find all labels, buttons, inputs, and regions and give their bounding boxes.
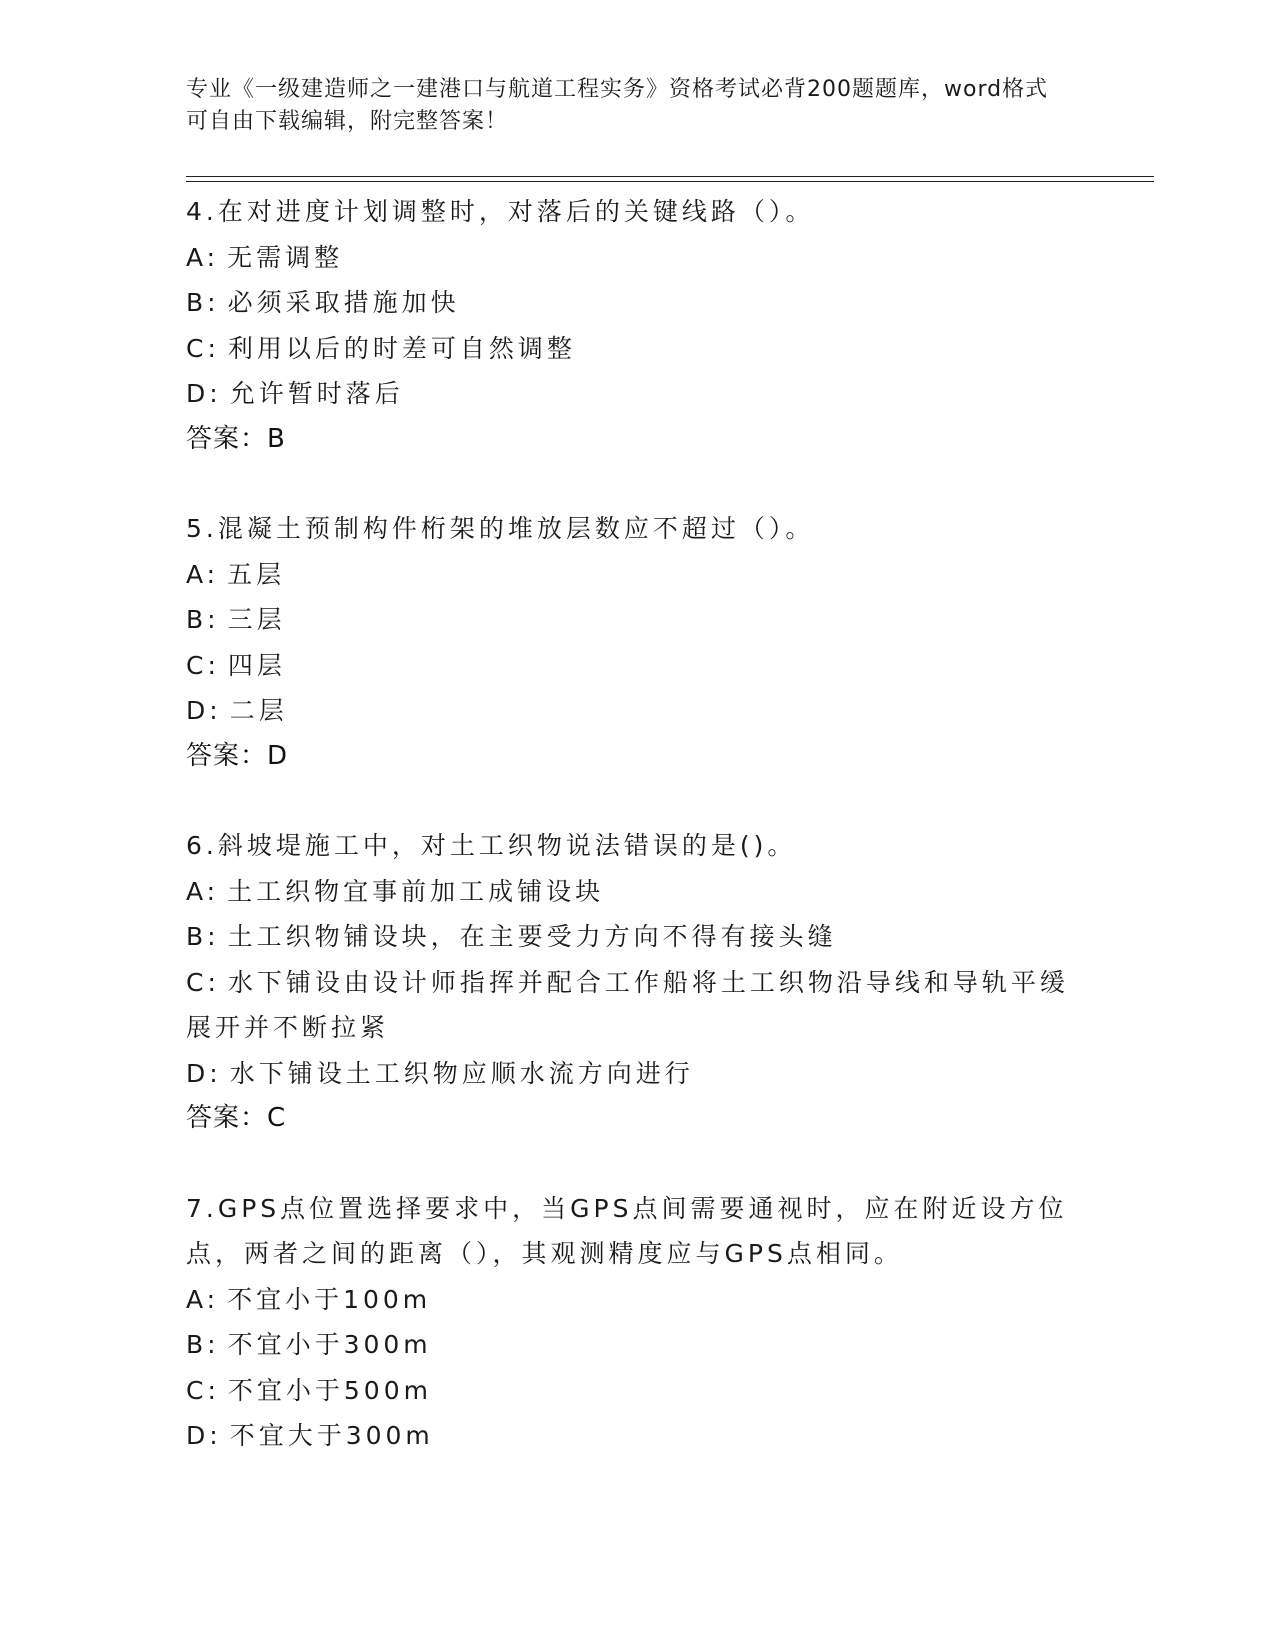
option-text: 无需调整 (227, 242, 344, 272)
option-a (186, 552, 1086, 598)
option-letter: A: (186, 876, 220, 906)
option-c (186, 1368, 1086, 1414)
option-letter: C: (186, 1375, 220, 1405)
document-header (186, 74, 1066, 138)
option-b (186, 597, 1086, 643)
option-letter: D: (186, 1058, 222, 1088)
option-text: 水下铺设由设计师指挥并配合工作船将土工织物沿导线和导轨平缓展开并不断拉紧 (186, 967, 1069, 1042)
option-d (186, 371, 1086, 417)
option-c (186, 960, 1086, 1051)
option-c (186, 643, 1086, 689)
option-letter: D: (186, 379, 222, 408)
option-text: 必须采取措施加快 (227, 288, 460, 317)
answer-line: 答案：C (186, 1103, 287, 1133)
option-b (186, 914, 1086, 960)
option-text: 不宜大于300m (229, 1421, 434, 1450)
answer-line: 答案：B (186, 423, 286, 454)
option-text: 四层 (227, 650, 286, 680)
question-stem: 6.斜坡堤施工中，对土工织物说法错误的是()。 (186, 831, 797, 860)
question-6 (186, 823, 1086, 1142)
question-stem: 4.在对进度计划调整时，对落后的关键线路（）。 (186, 197, 815, 226)
option-letter: B: (186, 288, 220, 317)
option-c (186, 326, 1086, 372)
option-d (186, 1413, 1086, 1459)
option-text: 水下铺设土工织物应顺水流方向进行 (229, 1058, 694, 1088)
option-text: 土工织物铺设块，在主要受力方向不得有接头缝 (227, 922, 837, 951)
option-letter: A: (186, 1284, 220, 1314)
option-d (186, 1051, 1086, 1097)
option-a (186, 1277, 1086, 1323)
option-text: 土工织物宜事前加工成铺设块 (227, 876, 605, 906)
answer-line: 答案：D (186, 740, 289, 771)
option-text: 允许暂时落后 (229, 379, 404, 408)
header-divider-top (186, 176, 1154, 177)
question-list (186, 189, 1086, 1503)
option-letter: D: (186, 1421, 222, 1450)
option-text: 利用以后的时差可自然调整 (227, 333, 576, 363)
question-7 (186, 1186, 1086, 1459)
option-letter: C: (186, 650, 220, 680)
question-stem: 5.混凝土预制构件桁架的堆放层数应不超过（）。 (186, 514, 815, 543)
question-stem: 7.GPS点位置选择要求中，当GPS点间需要通视时，应在附近设方位点，两者之间的距离（），其观测精度应与GPS点相同。 (186, 1193, 1068, 1268)
option-b (186, 280, 1086, 326)
option-text: 五层 (227, 559, 286, 589)
option-text: 不宜小于500m (227, 1375, 432, 1405)
option-text: 不宜小于100m (227, 1284, 432, 1314)
option-text: 不宜小于300m (227, 1330, 432, 1359)
option-letter: B: (186, 1330, 220, 1359)
option-a (186, 869, 1086, 915)
option-text: 二层 (229, 696, 288, 725)
option-letter: A: (186, 242, 220, 272)
option-b (186, 1322, 1086, 1368)
option-d (186, 688, 1086, 734)
question-4 (186, 189, 1086, 462)
option-letter: B: (186, 605, 220, 634)
option-letter: C: (186, 967, 220, 997)
option-a (186, 235, 1086, 281)
option-letter: B: (186, 922, 220, 951)
option-letter: C: (186, 333, 220, 363)
header-text: 专业《一级建造师之一建港口与航道工程实务》资格考试必背200题题库，word格式可自由下载编辑，附完整答案！ (186, 77, 1049, 134)
header-divider-bottom (186, 181, 1154, 182)
option-letter: A: (186, 559, 220, 589)
option-text: 三层 (227, 605, 286, 634)
question-5 (186, 506, 1086, 779)
option-letter: D: (186, 696, 222, 725)
